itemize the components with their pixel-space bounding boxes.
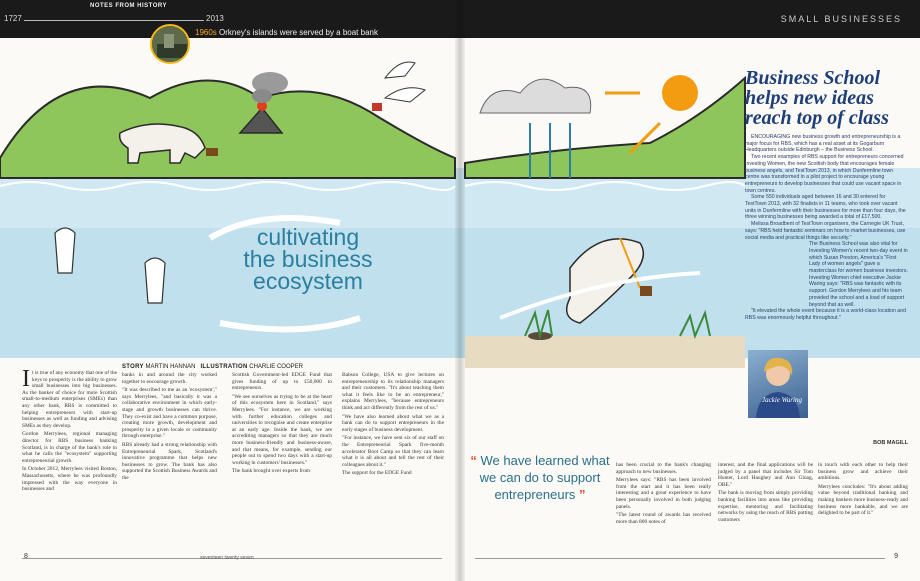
year-start: 1727 — [4, 14, 22, 23]
quote-close-mark: ” — [579, 487, 586, 502]
sidebar-p4: Melissa Broadbent of TestTown organisers, the Carnegie UK Trust, says: "RBS held fantastic seminars on how to market businesses, use social media and practical things like security." — [745, 221, 906, 241]
article-column-1 — [22, 366, 117, 495]
pull-quote-text: We have learned what we can do to support entrepreneurs — [479, 453, 610, 502]
notes-from-history-kicker: NOTES FROM HISTORY — [90, 3, 168, 9]
page-gutter — [455, 0, 465, 581]
article-column-6 — [718, 462, 813, 525]
photo-name-label: Jackie Waring — [762, 396, 802, 404]
col1-p3: In October 2012, Merrylees visited Boston, Massachusetts, where he was profoundly impressed with the way everyone in businesses and — [22, 466, 117, 493]
caption-text: Orkney's islands were served by a boat bank — [219, 28, 378, 37]
col4-p1: Babson College, USA to give lectures on entrepreneurship to its relationship managers and their customers. "It's about teaching them what it feels like to be an entrepreneur," explains Merrylees, "because entrepreneurs think and act differently from the rest of us." — [342, 372, 444, 411]
col2-p3: RBS already had a strong relationship with Entrepreneurial Spark, Scotland's innovative programme that helps new businesses to grow. The bank has also supported the Scottish Business Awards and the — [122, 441, 217, 481]
article-column-7 — [818, 462, 908, 519]
sidebar-author: BOB MAGILL — [873, 440, 908, 446]
col5-p1: has been crucial to the bank's changing approach to new businesses. — [616, 462, 711, 475]
col5-p3: "The latest round of awards has received more than 800 notes of — [616, 512, 711, 525]
illustration-title-line-2: the business — [243, 246, 373, 272]
illustration-title-line-1: cultivating — [256, 224, 360, 250]
article-column-3 — [232, 372, 332, 477]
col1-p2: Gordon Merrylees, regional managing director for RBS business banking Scotland, is in charge of the bank's role in what he calls the "ecosystem" supporting entrepreneurial growth. — [22, 431, 117, 464]
section-label: SMALL BUSINESSES — [780, 14, 902, 24]
sidebar-p3: Some 550 individuals aged between 16 and 30 entered for TestTown 2013, with 32 finalists in 11 teams, who took over vacant units in Dunfermline with their businesses for more than four days, the three winning businesses being awarded a total of £17,500. — [745, 194, 906, 221]
year-end: 2013 — [206, 14, 224, 23]
col4-p4: The support for the EDGE Fund — [342, 470, 412, 477]
col5-p2: Merrylees says: "RBS has been involved from the start and it has been really interesting and a great experience to have been personally involved in both judging panels. — [616, 477, 711, 510]
sidebar-p6: "It elevated the whole event because it is a world-class location and RBS was enormously helpful throughout." — [745, 308, 906, 321]
col2-p2: "It was described to me as an 'ecosystem'," says Merrylees, "and basically it was a collaborative environment in which early-stage and growth businesses can thrive. They co-exist and have a common purpose, creating more growth, development and prosperity in a given locale or community through enterprise." — [122, 387, 217, 440]
col7-p2: Merrylees concludes: "It's about adding value beyond traditional banking and making bankers more business-ready and business more bankable, and we are delighted to be part of it." — [818, 483, 908, 517]
col3-p3: The bank brought over experts from — [232, 468, 310, 475]
page-number-right: 9 — [894, 553, 898, 560]
col3-p1: Scottish Government-led EDGE Fund that gives funding of up to £50,000 to entrepreneurs. — [232, 372, 332, 392]
article-column-2 — [122, 372, 217, 484]
credit-story-label: STORY — [122, 364, 144, 370]
sidebar-title: Business School helps new ideas reach top of class — [745, 67, 889, 129]
illustration-title — [228, 226, 388, 292]
sidebar-p2: Two recent examples of RBS support for entrepreneurs concerned Investing Women, the new Scottish body that encourages female business angels, and TestTown 2013, in which Dunfermline town centre was transformed in a pilot project to encourage young entrepreneurs to develop businesses that could use vacant space in town centres. — [745, 154, 904, 194]
credit-story-name: MARTIN HANNAN — [145, 364, 196, 370]
jackie-waring-photo — [748, 350, 808, 418]
col1-p1: t is true of any economy that one of the keys to prosperity is the ability to grow small businesses into big businesses. As the banker of choice for more Scottish small-to-medium enterprises (SMEs) than any other bank, RBS is committed to helping entrepreneurs with start-up businesses as well as funding and advising SMEs as they develop. — [22, 370, 117, 429]
sidebar-body — [745, 134, 908, 322]
article-credits — [122, 364, 303, 370]
footer-center-text: seventeen twenty seven — [200, 555, 254, 561]
page-number-left: 8 — [24, 553, 28, 560]
illustration-title-line-3: ecosystem — [253, 268, 363, 294]
sidebar-p5: The Business School was also vital for Investing Women's recent two-day event in which Susan Preston, America's "First Lady of women angels" gave a masterclass for women business investors. Investing Women chief executive Jackie Waring says: "RBS was fantastic with its support. Gordon Merrylees and his team provided the school and a load of support beyond that as well. — [809, 241, 908, 308]
history-thumbnail — [150, 24, 190, 64]
sidebar-p1: ENCOURAGING new business growth and entrepreneurship is a major focus for RBS, which has a real asset at its Gogarburn Headquarters outside Edinburgh – the Business School. — [745, 134, 901, 154]
col6-p2: The bank is moving from simply providing banking facilities into areas like providing expertise, mentoring and facilitating networks by using the reach of RBS putting customers — [718, 490, 813, 523]
credit-illustration-name: CHARLIE COOPER — [249, 364, 303, 370]
col2-p1: banks in and around the city worked together to encourage growth. — [122, 372, 217, 385]
col4-p2: "We have also learned about what we as a bank can do to support entrepreneurs in the early stages of business development. — [342, 413, 444, 433]
quote-open-mark: “ — [470, 453, 477, 468]
drop-cap: I — [22, 366, 30, 392]
credit-illustration-label: ILLUSTRATION — [200, 364, 248, 370]
col6-p1: interest, and the final applications will be judged by a panel that includes Sir Tom Hunter, Lord Haughey and Ann Gloag, OBE." — [718, 462, 813, 488]
footer-rule-right — [475, 558, 885, 559]
article-column-5 — [616, 462, 711, 527]
timeline-line — [24, 20, 204, 21]
caption-year: 1960s — [195, 28, 217, 37]
col7-p1: in touch with each other to help their business grow and achieve their ambitions. — [818, 462, 908, 482]
article-column-4 — [342, 372, 444, 479]
col3-p2: "We see ourselves as trying to be at the heart of this ecosystem here in Scotland," says Merrylees. "For instance, we are working with further education colleges and universities to recognise and create enterprise at an early age. Inside the bank, we are accrediting managers so that they are much more business-friendly and business-aware, and that means, for example, sending our people out to spend two days with a start-up working in customers' businesses." — [232, 393, 332, 466]
history-caption — [195, 28, 378, 37]
col4-p3: "For instance, we have sent six of our staff on the Entrepreneurial Spark five-month accelerator Boot Camp so that they can learn what it is all about and tell the rest of their colleagues about it." — [342, 435, 444, 468]
pull-quote — [470, 452, 610, 503]
